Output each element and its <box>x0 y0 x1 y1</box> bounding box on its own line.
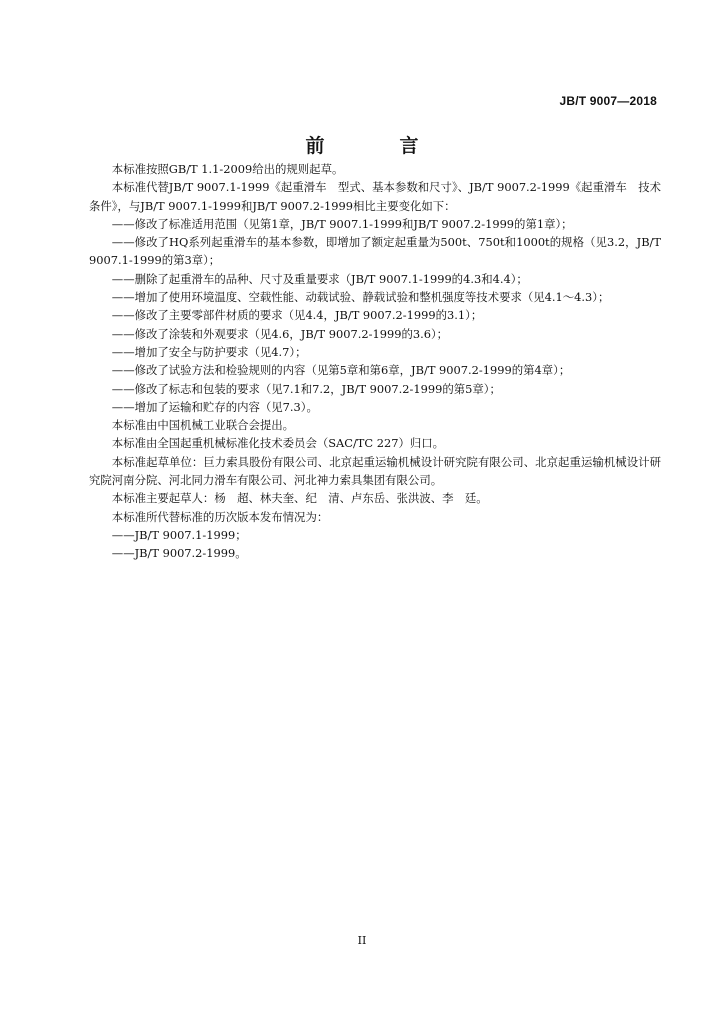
list-item: ——修改了主要零部件材质的要求（见4.4，JB/T 9007.2-1999的3.1）； <box>111 308 483 323</box>
list-item: ——JB/T 9007.1-1999； <box>111 527 247 542</box>
foreword-body <box>89 160 661 563</box>
list-item: ——修改了HQ系列起重滑车的基本参数，即增加了额定起重量为500t、750t和1000t的规格（见3.2，JB/T 9007.1-1999的第3章）； <box>89 235 661 268</box>
list-item: ——修改了标志和包装的要求（见7.1和7.2，JB/T 9007.2-1999的第5章）； <box>111 381 501 396</box>
list-item: ——增加了运输和贮存的内容（见7.3）。 <box>111 399 318 414</box>
paragraph: 本标准代替JB/T 9007.1-1999《起重滑车 型式、基本参数和尺寸》、JB/T 9007.2-1999《起重滑车 技术条件》，与JB/T 9007.1-1999和JB/T 9007.2-1999相比主要变化如下： <box>89 180 661 213</box>
page-number: II <box>357 934 367 947</box>
paragraph: 本标准由全国起重机械标准化技术委员会（SAC/TC 227）归口。 <box>111 436 445 451</box>
list-item: ——增加了安全与防护要求（见4.7）； <box>111 344 307 359</box>
list-item: ——JB/T 9007.2-1999。 <box>111 546 247 561</box>
list-item: ——增加了使用环境温度、空载性能、动载试验、静载试验和整机强度等技术要求（见4.1～4.3）； <box>111 290 610 305</box>
list-item: ——删除了起重滑车的品种、尺寸及重量要求（JB/T 9007.1-1999的4.3和4.4）； <box>111 271 528 286</box>
document-code: JB/T 9007—2018 <box>559 94 657 108</box>
paragraph: 本标准所代替标准的历次版本发布情况为： <box>111 509 329 524</box>
paragraph: 本标准主要起草人：杨 超、林夫奎、纪 清、卢东岳、张洪波、李 廷。 <box>111 491 488 506</box>
list-item: ——修改了试验方法和检验规则的内容（见第5章和第6章，JB/T 9007.2-1999的第4章）； <box>111 363 571 378</box>
paragraph: 本标准起草单位：巨力索具股份有限公司、北京起重运输机械设计研究院有限公司、北京起重运输机械设计研究院河南分院、河北同力滑车有限公司、河北神力索具集团有限公司。 <box>89 454 661 488</box>
list-item: ——修改了标准适用范围（见第1章，JB/T 9007.1-1999和JB/T 9007.2-1999的第1章）； <box>111 216 573 231</box>
paragraph: 本标准按照GB/T 1.1-2009给出的规则起草。 <box>111 162 344 176</box>
list-item: ——修改了涂装和外观要求（见4.6，JB/T 9007.2-1999的3.6）； <box>111 326 449 341</box>
page-title: 前 言 <box>305 135 447 157</box>
paragraph: 本标准由中国机械工业联合会提出。 <box>111 418 295 433</box>
